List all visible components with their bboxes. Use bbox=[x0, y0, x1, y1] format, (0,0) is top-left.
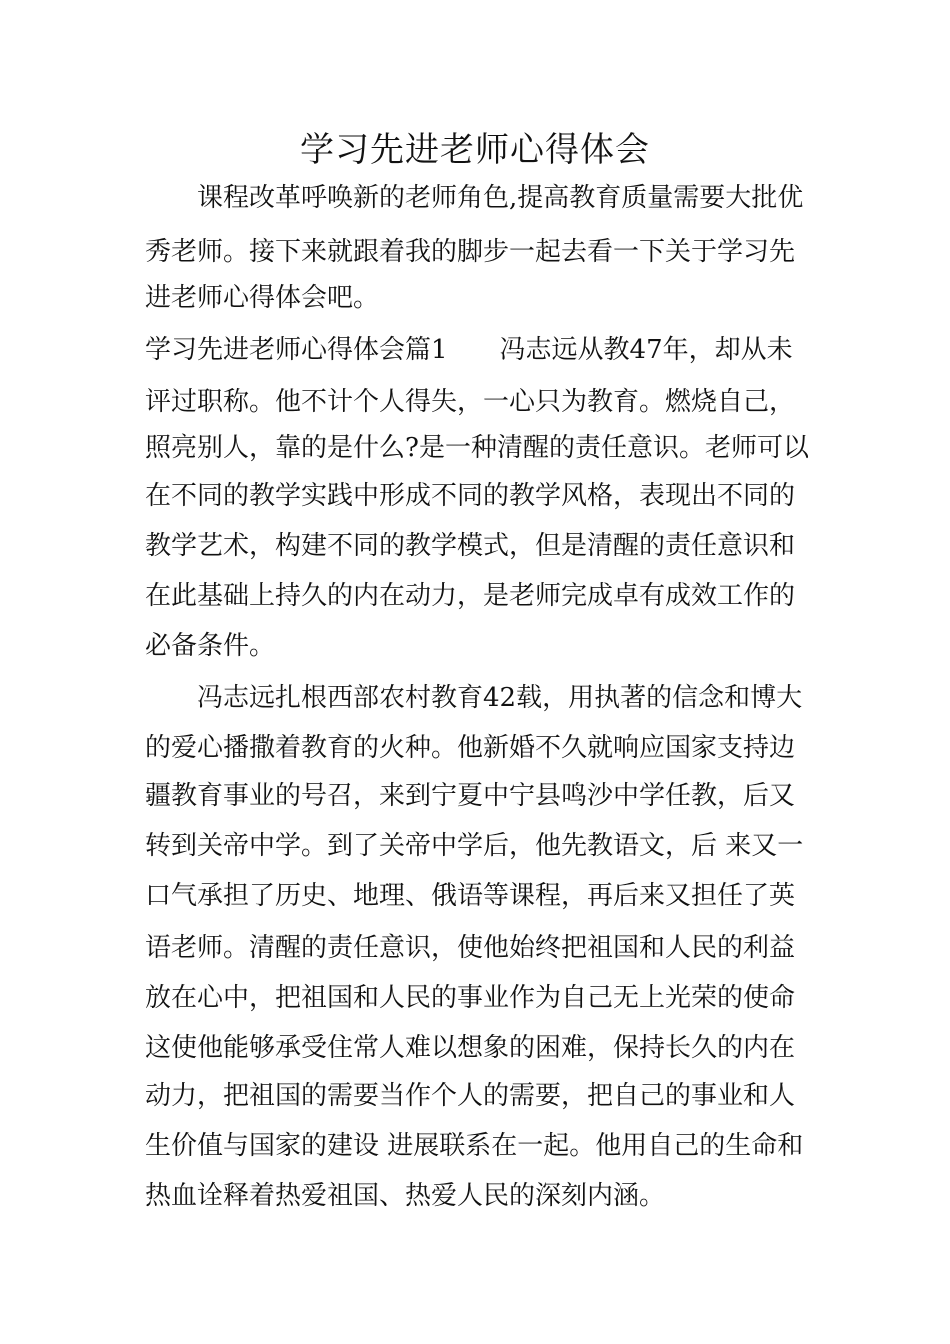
paragraph-line: 在不同的教学实践中形成不同的教学风格，表现出不同的 bbox=[145, 481, 796, 511]
paragraph-line: 疆教育事业的号召，来到宁夏中宁县鸣沙中学任教，后又 bbox=[145, 781, 796, 811]
paragraph-line: 进老师心得体会吧。 bbox=[145, 283, 380, 313]
document-title: 学习先进老师心得体会 bbox=[300, 130, 650, 170]
paragraph-line: 语老师。清醒的责任意识，使他始终把祖国和人民的利益 bbox=[145, 933, 796, 963]
paragraph-line: 冯志远扎根西部农村教育42载，用执著的信念和博大 bbox=[197, 683, 803, 713]
paragraph-line: 的爱心播撒着教育的火种。他新婚不久就响应国家支持边 bbox=[145, 733, 796, 763]
paragraph-line: 在此基础上持久的内在动力，是老师完成卓有成效工作的 bbox=[145, 581, 796, 611]
paragraph-line: 照亮别人，靠的是什么?是一种清醒的责任意识。老师可以 bbox=[145, 433, 809, 463]
paragraph-line: 教学艺术，构建不同的教学模式，但是清醒的责任意识和 bbox=[145, 531, 796, 561]
paragraph-line: 生价值与国家的建设 进展联系在一起。他用自己的生命和 bbox=[145, 1131, 804, 1161]
paragraph-line: 口气承担了历史、地理、俄语等课程，再后来又担任了英 bbox=[145, 881, 796, 911]
paragraph-line: 课程改革呼唤新的老师角色,提高教育质量需要大批优 bbox=[197, 183, 804, 213]
paragraph-line: 评过职称。他不计个人得失，一心只为教育。燃烧自己， bbox=[145, 387, 796, 417]
paragraph-line: 学习先进老师心得体会篇1 冯志远从教47年，却从未 bbox=[145, 335, 793, 365]
paragraph-line: 动力，把祖国的需要当作个人的需要，把自己的事业和人 bbox=[145, 1081, 796, 1111]
paragraph-line: 放在心中，把祖国和人民的事业作为自己无上光荣的使命 bbox=[145, 983, 796, 1013]
paragraph-line: 这使他能够承受住常人难以想象的困难，保持长久的内在 bbox=[145, 1033, 796, 1063]
paragraph-line: 热血诠释着热爱祖国、热爱人民的深刻内涵。 bbox=[145, 1181, 666, 1211]
paragraph-line: 秀老师。接下来就跟着我的脚步一起去看一下关于学习先 bbox=[145, 237, 796, 267]
paragraph-line: 转到关帝中学。到了关帝中学后，他先教语文，后 来又一 bbox=[145, 831, 804, 861]
paragraph-line: 必备条件。 bbox=[145, 631, 276, 661]
